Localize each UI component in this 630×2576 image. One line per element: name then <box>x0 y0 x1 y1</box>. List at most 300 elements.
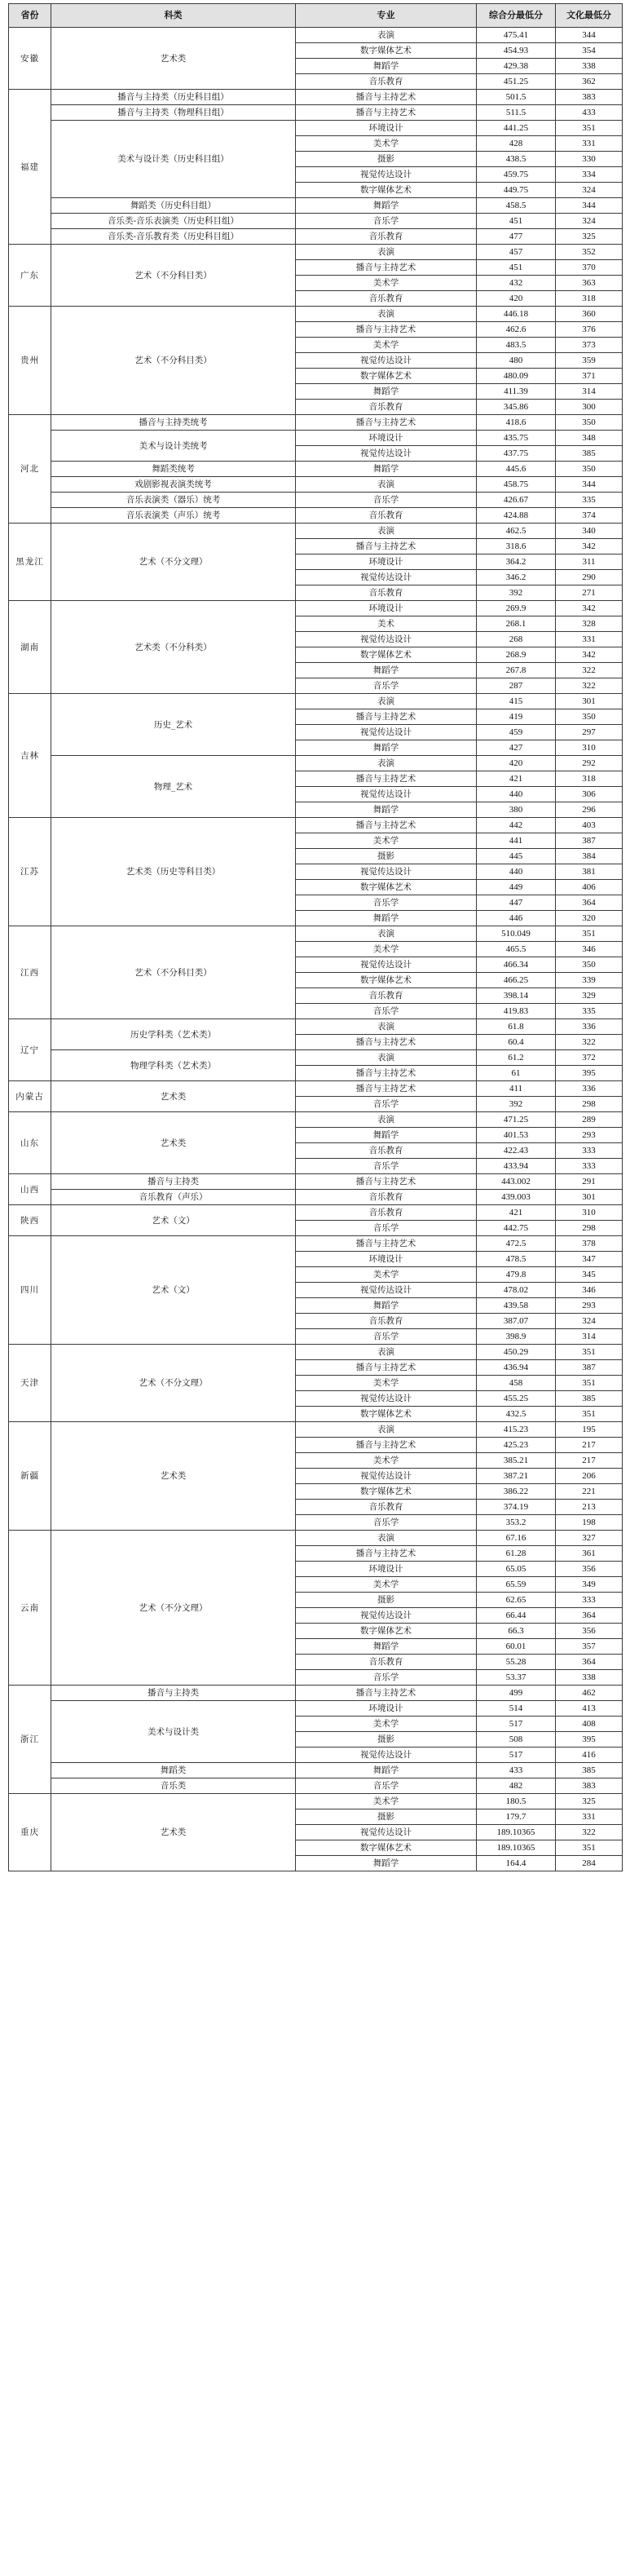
composite-score-cell: 429.38 <box>477 59 556 74</box>
culture-score-cell: 351 <box>556 121 623 136</box>
major-cell: 美术学 <box>296 1376 477 1391</box>
culture-score-cell: 298 <box>556 1097 623 1112</box>
major-cell: 数字媒体艺术 <box>296 43 477 59</box>
major-cell: 美术学 <box>296 276 477 291</box>
major-cell: 视觉传达设计 <box>296 570 477 585</box>
composite-score-cell: 387.21 <box>477 1469 556 1484</box>
composite-score-cell: 449.75 <box>477 183 556 198</box>
category-cell: 播音与主持类统考 <box>51 415 296 431</box>
culture-score-cell: 364 <box>556 895 623 911</box>
culture-score-cell: 334 <box>556 167 623 183</box>
category-cell: 艺术类 <box>51 1794 296 1871</box>
composite-score-cell: 479.8 <box>477 1267 556 1283</box>
culture-score-cell: 296 <box>556 802 623 818</box>
composite-score-cell: 517 <box>477 1717 556 1732</box>
table-row <box>9 477 623 493</box>
culture-score-cell: 322 <box>556 678 623 694</box>
composite-score-cell: 478.02 <box>477 1283 556 1298</box>
composite-score-cell: 385.21 <box>477 1453 556 1469</box>
province-cell: 新疆 <box>9 1422 51 1531</box>
composite-score-cell: 441.25 <box>477 121 556 136</box>
culture-score-cell: 318 <box>556 771 623 787</box>
province-cell: 吉林 <box>9 694 51 818</box>
major-cell: 音乐学 <box>296 1159 477 1174</box>
major-cell: 音乐教育 <box>296 74 477 90</box>
major-cell: 播音与主持艺术 <box>296 1035 477 1050</box>
culture-score-cell: 324 <box>556 214 623 229</box>
category-cell: 艺术类 <box>51 1422 296 1531</box>
composite-score-cell: 268.1 <box>477 616 556 632</box>
composite-score-cell: 457 <box>477 245 556 260</box>
province-cell: 福建 <box>9 90 51 245</box>
major-cell: 播音与主持艺术 <box>296 1546 477 1562</box>
category-cell: 播音与主持类（物理科目组） <box>51 105 296 121</box>
composite-score-cell: 55.28 <box>477 1655 556 1670</box>
major-cell: 视觉传达设计 <box>296 1469 477 1484</box>
category-cell: 艺术（文） <box>51 1236 296 1345</box>
composite-score-cell: 462.5 <box>477 524 556 539</box>
culture-score-cell: 351 <box>556 1345 623 1360</box>
table-row <box>9 1701 623 1717</box>
major-cell: 美术 <box>296 616 477 632</box>
table-row <box>9 28 623 43</box>
table-row <box>9 1190 623 1205</box>
table-row <box>9 1531 623 1546</box>
major-cell: 音乐学 <box>296 1670 477 1686</box>
composite-score-cell: 411 <box>477 1081 556 1097</box>
culture-score-cell: 361 <box>556 1546 623 1562</box>
major-cell: 表演 <box>296 307 477 322</box>
composite-score-cell: 462.6 <box>477 322 556 338</box>
culture-score-cell: 306 <box>556 787 623 802</box>
major-cell: 音乐学 <box>296 1097 477 1112</box>
composite-score-cell: 364.2 <box>477 555 556 570</box>
culture-score-cell: 329 <box>556 988 623 1004</box>
table-header-row <box>9 4 623 28</box>
major-cell: 播音与主持艺术 <box>296 322 477 338</box>
category-cell: 艺术（不分文理） <box>51 1345 296 1422</box>
composite-score-cell: 432.5 <box>477 1407 556 1422</box>
composite-score-cell: 477 <box>477 229 556 245</box>
composite-score-cell: 65.59 <box>477 1577 556 1593</box>
composite-score-cell: 458 <box>477 1376 556 1391</box>
major-cell: 视觉传达设计 <box>296 1608 477 1624</box>
culture-score-cell: 342 <box>556 539 623 555</box>
major-cell: 美术学 <box>296 1717 477 1732</box>
composite-score-cell: 60.4 <box>477 1035 556 1050</box>
category-cell: 物理_艺术 <box>51 756 296 818</box>
culture-score-cell: 342 <box>556 647 623 663</box>
table-row <box>9 818 623 833</box>
culture-score-cell: 314 <box>556 1329 623 1345</box>
culture-score-cell: 333 <box>556 1159 623 1174</box>
major-cell: 美术学 <box>296 942 477 957</box>
culture-score-cell: 333 <box>556 1143 623 1159</box>
culture-score-cell: 351 <box>556 1840 623 1856</box>
major-cell: 视觉传达设计 <box>296 353 477 369</box>
major-cell: 音乐教育 <box>296 291 477 307</box>
major-cell: 美术学 <box>296 1794 477 1809</box>
composite-score-cell: 501.5 <box>477 90 556 105</box>
major-cell: 数字媒体艺术 <box>296 1407 477 1422</box>
table-row <box>9 431 623 446</box>
composite-score-cell: 454.93 <box>477 43 556 59</box>
major-cell: 舞蹈学 <box>296 462 477 477</box>
category-cell: 艺术类（历史等科目类） <box>51 818 296 926</box>
major-cell: 舞蹈学 <box>296 1856 477 1871</box>
major-cell: 数字媒体艺术 <box>296 880 477 895</box>
culture-score-cell: 291 <box>556 1174 623 1190</box>
major-cell: 美术学 <box>296 833 477 849</box>
culture-score-cell: 348 <box>556 431 623 446</box>
culture-score-cell: 310 <box>556 740 623 756</box>
composite-score-cell: 66.44 <box>477 1608 556 1624</box>
composite-score-cell: 60.01 <box>477 1639 556 1655</box>
culture-score-cell: 333 <box>556 1593 623 1608</box>
province-cell: 辽宁 <box>9 1019 51 1081</box>
culture-score-cell: 344 <box>556 477 623 493</box>
major-cell: 视觉传达设计 <box>296 1825 477 1840</box>
major-cell: 音乐学 <box>296 1004 477 1019</box>
major-cell: 播音与主持艺术 <box>296 1081 477 1097</box>
category-cell: 舞蹈类统考 <box>51 462 296 477</box>
culture-score-cell: 336 <box>556 1019 623 1035</box>
major-cell: 音乐教育 <box>296 1314 477 1329</box>
category-cell: 艺术类 <box>51 1112 296 1174</box>
culture-score-cell: 363 <box>556 276 623 291</box>
major-cell: 舞蹈学 <box>296 1763 477 1778</box>
culture-score-cell: 385 <box>556 446 623 462</box>
composite-score-cell: 353.2 <box>477 1515 556 1531</box>
culture-score-cell: 387 <box>556 833 623 849</box>
composite-score-cell: 398.14 <box>477 988 556 1004</box>
major-cell: 环境设计 <box>296 601 477 616</box>
composite-score-cell: 415.23 <box>477 1422 556 1438</box>
table-row <box>9 229 623 245</box>
header-category: 科类 <box>51 4 296 28</box>
composite-score-cell: 445.6 <box>477 462 556 477</box>
composite-score-cell: 499 <box>477 1686 556 1701</box>
major-cell: 播音与主持艺术 <box>296 709 477 725</box>
table-row <box>9 493 623 508</box>
culture-score-cell: 298 <box>556 1221 623 1236</box>
major-cell: 音乐教育 <box>296 1655 477 1670</box>
composite-score-cell: 465.5 <box>477 942 556 957</box>
culture-score-cell: 221 <box>556 1484 623 1500</box>
table-row <box>9 198 623 214</box>
major-cell: 数字媒体艺术 <box>296 647 477 663</box>
composite-score-cell: 433.94 <box>477 1159 556 1174</box>
culture-score-cell: 322 <box>556 663 623 678</box>
culture-score-cell: 330 <box>556 152 623 167</box>
province-cell: 河北 <box>9 415 51 524</box>
culture-score-cell: 349 <box>556 1577 623 1593</box>
composite-score-cell: 435.75 <box>477 431 556 446</box>
composite-score-cell: 62.65 <box>477 1593 556 1608</box>
culture-score-cell: 351 <box>556 926 623 942</box>
header-province: 省份 <box>9 4 51 28</box>
culture-score-cell: 351 <box>556 1407 623 1422</box>
culture-score-cell: 384 <box>556 849 623 864</box>
composite-score-cell: 466.34 <box>477 957 556 973</box>
culture-score-cell: 293 <box>556 1128 623 1143</box>
culture-score-cell: 284 <box>556 1856 623 1871</box>
culture-score-cell: 406 <box>556 880 623 895</box>
major-cell: 数字媒体艺术 <box>296 369 477 384</box>
composite-score-cell: 436.94 <box>477 1360 556 1376</box>
composite-score-cell: 345.86 <box>477 400 556 415</box>
culture-score-cell: 310 <box>556 1205 623 1221</box>
table-row <box>9 1236 623 1252</box>
composite-score-cell: 61.2 <box>477 1050 556 1066</box>
culture-score-cell: 357 <box>556 1639 623 1655</box>
culture-score-cell: 311 <box>556 555 623 570</box>
composite-score-cell: 449 <box>477 880 556 895</box>
table-row <box>9 1174 623 1190</box>
culture-score-cell: 318 <box>556 291 623 307</box>
culture-score-cell: 324 <box>556 1314 623 1329</box>
composite-score-cell: 450.29 <box>477 1345 556 1360</box>
composite-score-cell: 346.2 <box>477 570 556 585</box>
major-cell: 摄影 <box>296 1809 477 1825</box>
province-cell: 湖南 <box>9 601 51 694</box>
culture-score-cell: 293 <box>556 1298 623 1314</box>
major-cell: 播音与主持艺术 <box>296 1174 477 1190</box>
province-cell: 贵州 <box>9 307 51 415</box>
culture-score-cell: 314 <box>556 384 623 400</box>
major-cell: 表演 <box>296 1422 477 1438</box>
culture-score-cell: 340 <box>556 524 623 539</box>
admission-scores-table <box>8 3 623 1871</box>
culture-score-cell: 371 <box>556 369 623 384</box>
major-cell: 环境设计 <box>296 555 477 570</box>
composite-score-cell: 458.75 <box>477 477 556 493</box>
composite-score-cell: 380 <box>477 802 556 818</box>
composite-score-cell: 446.18 <box>477 307 556 322</box>
culture-score-cell: 346 <box>556 1283 623 1298</box>
composite-score-cell: 422.43 <box>477 1143 556 1159</box>
major-cell: 美术学 <box>296 338 477 353</box>
composite-score-cell: 472.5 <box>477 1236 556 1252</box>
category-cell: 音乐类 <box>51 1778 296 1794</box>
category-cell: 播音与主持类（历史科目组） <box>51 90 296 105</box>
culture-score-cell: 198 <box>556 1515 623 1531</box>
culture-score-cell: 374 <box>556 508 623 524</box>
composite-score-cell: 421 <box>477 1205 556 1221</box>
category-cell: 美术与设计类统考 <box>51 431 296 462</box>
culture-score-cell: 290 <box>556 570 623 585</box>
major-cell: 音乐教育 <box>296 508 477 524</box>
composite-score-cell: 189.10365 <box>477 1840 556 1856</box>
composite-score-cell: 442.75 <box>477 1221 556 1236</box>
composite-score-cell: 508 <box>477 1732 556 1748</box>
major-cell: 播音与主持艺术 <box>296 771 477 787</box>
composite-score-cell: 475.41 <box>477 28 556 43</box>
composite-score-cell: 443.002 <box>477 1174 556 1190</box>
culture-score-cell: 373 <box>556 338 623 353</box>
composite-score-cell: 189.10365 <box>477 1825 556 1840</box>
composite-score-cell: 432 <box>477 276 556 291</box>
culture-score-cell: 206 <box>556 1469 623 1484</box>
composite-score-cell: 441 <box>477 833 556 849</box>
table-row <box>9 926 623 942</box>
table-row <box>9 694 623 709</box>
culture-score-cell: 381 <box>556 864 623 880</box>
culture-score-cell: 297 <box>556 725 623 740</box>
culture-score-cell: 335 <box>556 493 623 508</box>
major-cell: 表演 <box>296 245 477 260</box>
culture-score-cell: 351 <box>556 1376 623 1391</box>
culture-score-cell: 395 <box>556 1066 623 1081</box>
major-cell: 音乐教育 <box>296 585 477 601</box>
table-row <box>9 508 623 524</box>
major-cell: 表演 <box>296 756 477 771</box>
culture-score-cell: 385 <box>556 1763 623 1778</box>
composite-score-cell: 269.9 <box>477 601 556 616</box>
major-cell: 音乐教育 <box>296 1190 477 1205</box>
culture-score-cell: 301 <box>556 1190 623 1205</box>
culture-score-cell: 292 <box>556 756 623 771</box>
province-cell: 山西 <box>9 1174 51 1205</box>
major-cell: 表演 <box>296 1345 477 1360</box>
major-cell: 表演 <box>296 28 477 43</box>
culture-score-cell: 378 <box>556 1236 623 1252</box>
major-cell: 摄影 <box>296 152 477 167</box>
major-cell: 数字媒体艺术 <box>296 973 477 988</box>
province-cell: 重庆 <box>9 1794 51 1871</box>
major-cell: 表演 <box>296 1019 477 1035</box>
table-row <box>9 1205 623 1221</box>
category-cell: 音乐教育（声乐） <box>51 1190 296 1205</box>
category-cell: 舞蹈类（历史科目组） <box>51 198 296 214</box>
culture-score-cell: 360 <box>556 307 623 322</box>
culture-score-cell: 331 <box>556 632 623 647</box>
category-cell: 历史_艺术 <box>51 694 296 756</box>
table-row <box>9 1345 623 1360</box>
culture-score-cell: 344 <box>556 198 623 214</box>
composite-score-cell: 425.23 <box>477 1438 556 1453</box>
composite-score-cell: 392 <box>477 1097 556 1112</box>
composite-score-cell: 440 <box>477 864 556 880</box>
culture-score-cell: 383 <box>556 90 623 105</box>
culture-score-cell: 338 <box>556 1670 623 1686</box>
major-cell: 播音与主持艺术 <box>296 1360 477 1376</box>
table-row <box>9 524 623 539</box>
culture-score-cell: 327 <box>556 1531 623 1546</box>
culture-score-cell: 350 <box>556 462 623 477</box>
category-cell: 艺术类 <box>51 28 296 90</box>
category-cell: 音乐表演类（器乐）统考 <box>51 493 296 508</box>
composite-score-cell: 268.9 <box>477 647 556 663</box>
major-cell: 舞蹈学 <box>296 384 477 400</box>
culture-score-cell: 344 <box>556 28 623 43</box>
culture-score-cell: 331 <box>556 136 623 152</box>
culture-score-cell: 289 <box>556 1112 623 1128</box>
composite-score-cell: 446 <box>477 911 556 926</box>
province-cell: 山东 <box>9 1112 51 1174</box>
composite-score-cell: 442 <box>477 818 556 833</box>
composite-score-cell: 401.53 <box>477 1128 556 1143</box>
table-row <box>9 601 623 616</box>
major-cell: 播音与主持艺术 <box>296 415 477 431</box>
culture-score-cell: 359 <box>556 353 623 369</box>
table-row <box>9 1794 623 1809</box>
composite-score-cell: 61 <box>477 1066 556 1081</box>
major-cell: 环境设计 <box>296 1252 477 1267</box>
composite-score-cell: 517 <box>477 1748 556 1763</box>
culture-score-cell: 322 <box>556 1035 623 1050</box>
category-cell: 艺术（不分科目类） <box>51 245 296 307</box>
major-cell: 环境设计 <box>296 431 477 446</box>
composite-score-cell: 67.16 <box>477 1531 556 1546</box>
category-cell: 美术与设计类 <box>51 1701 296 1763</box>
province-cell: 内蒙古 <box>9 1081 51 1112</box>
table-row <box>9 1763 623 1778</box>
category-cell: 艺术（不分科目类） <box>51 307 296 415</box>
culture-score-cell: 346 <box>556 942 623 957</box>
major-cell: 表演 <box>296 524 477 539</box>
major-cell: 播音与主持艺术 <box>296 260 477 276</box>
major-cell: 舞蹈学 <box>296 911 477 926</box>
composite-score-cell: 318.6 <box>477 539 556 555</box>
culture-score-cell: 376 <box>556 322 623 338</box>
composite-score-cell: 419.83 <box>477 1004 556 1019</box>
composite-score-cell: 419 <box>477 709 556 725</box>
culture-score-cell: 403 <box>556 818 623 833</box>
culture-score-cell: 352 <box>556 245 623 260</box>
major-cell: 表演 <box>296 1531 477 1546</box>
culture-score-cell: 335 <box>556 1004 623 1019</box>
composite-score-cell: 411.39 <box>477 384 556 400</box>
category-cell: 历史学科类（艺术类） <box>51 1019 296 1050</box>
composite-score-cell: 482 <box>477 1778 556 1794</box>
major-cell: 播音与主持艺术 <box>296 1438 477 1453</box>
major-cell: 环境设计 <box>296 1562 477 1577</box>
composite-score-cell: 437.75 <box>477 446 556 462</box>
culture-score-cell: 339 <box>556 973 623 988</box>
composite-score-cell: 420 <box>477 756 556 771</box>
province-cell: 浙江 <box>9 1686 51 1794</box>
province-cell: 江苏 <box>9 818 51 926</box>
major-cell: 播音与主持艺术 <box>296 1066 477 1081</box>
culture-score-cell: 325 <box>556 1794 623 1809</box>
composite-score-cell: 66.3 <box>477 1624 556 1639</box>
composite-score-cell: 439.58 <box>477 1298 556 1314</box>
composite-score-cell: 445 <box>477 849 556 864</box>
composite-score-cell: 439.003 <box>477 1190 556 1205</box>
culture-score-cell: 416 <box>556 1748 623 1763</box>
category-cell: 戏剧影视表演类统考 <box>51 477 296 493</box>
culture-score-cell: 362 <box>556 74 623 90</box>
culture-score-cell: 331 <box>556 1809 623 1825</box>
composite-score-cell: 471.25 <box>477 1112 556 1128</box>
culture-score-cell: 324 <box>556 183 623 198</box>
category-cell: 艺术类 <box>51 1081 296 1112</box>
table-row <box>9 307 623 322</box>
culture-score-cell: 372 <box>556 1050 623 1066</box>
culture-score-cell: 462 <box>556 1686 623 1701</box>
category-cell: 艺术（不分文理） <box>51 1531 296 1686</box>
major-cell: 美术学 <box>296 136 477 152</box>
major-cell: 美术学 <box>296 1267 477 1283</box>
composite-score-cell: 179.7 <box>477 1809 556 1825</box>
major-cell: 表演 <box>296 1112 477 1128</box>
major-cell: 音乐学 <box>296 678 477 694</box>
category-cell: 播音与主持类 <box>51 1686 296 1701</box>
composite-score-cell: 415 <box>477 694 556 709</box>
major-cell: 表演 <box>296 694 477 709</box>
table-body <box>9 28 623 1871</box>
